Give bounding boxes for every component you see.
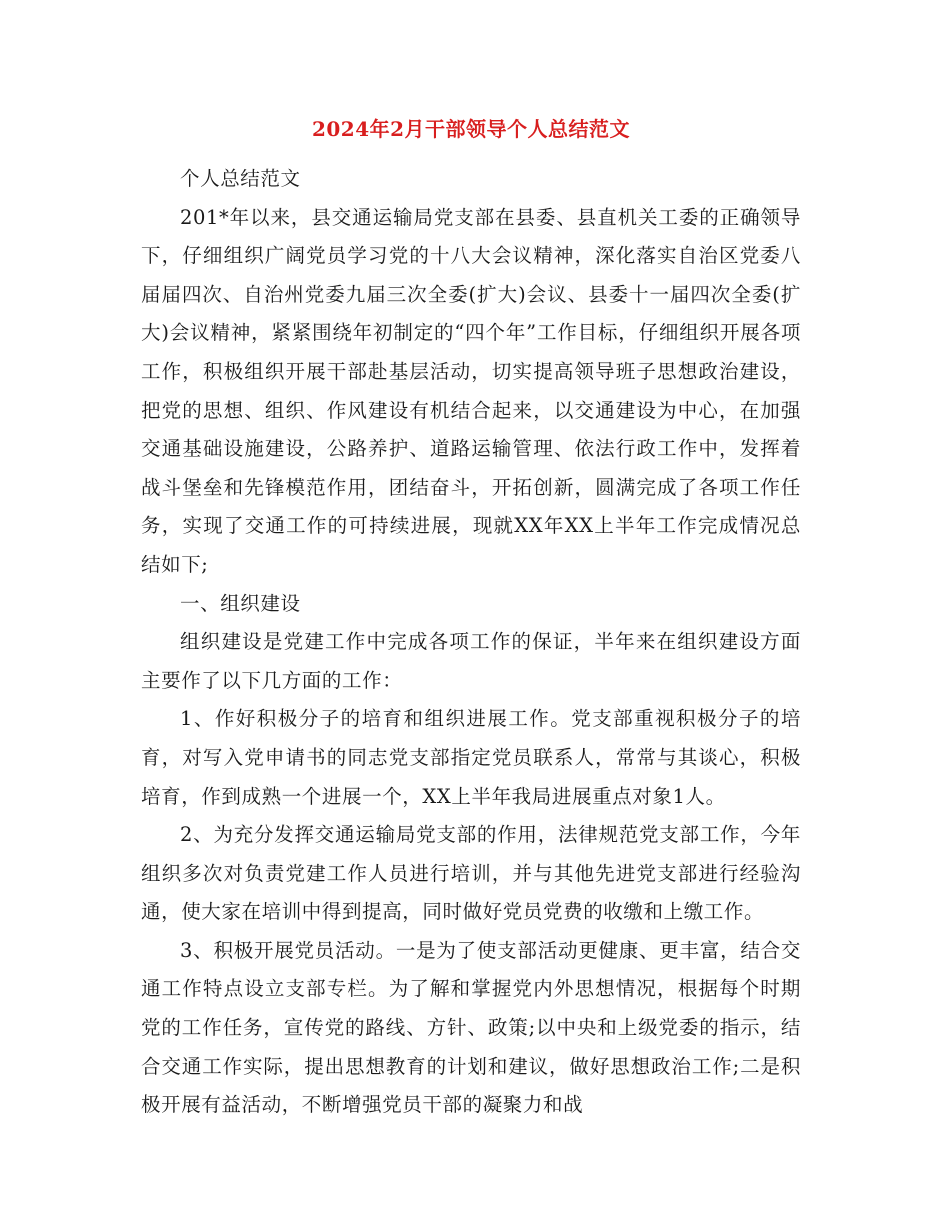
document-title: 2024年2月干部领导个人总结范文	[311, 117, 631, 141]
item-1-paragraph: 1、作好积极分子的培育和组织进展工作。党支部重视积极分子的培育，对写入党申请书的同志党支部指定党员联系人，常常与其谈心，积极培育，作到成熟一个进展一个，XX上半年我局进展重点对象1人。	[141, 707, 801, 808]
document-subtitle: 个人总结范文	[180, 167, 301, 190]
intro-paragraph: 201*年以来，县交通运输局党支部在县委、县直机关工委的正确领导下，仔细组织广阔党员学习党的十八大会议精神，深化落实自治区党委八届届四次、自治州党委九届三次全委(扩大)会议、县委十一届四次全委(扩大)会议精神，紧紧围绕年初制定的“四个年”工作目标，仔细组织开展各项工作，积极组织开展干部赴基层活动，切实提高领导班子思想政治建设，把党的思想、组织、作风建设有机结合起来，以交通建设为中心，在加强交通基础设施建设，公路养护、道路运输管理、依法行政工作中，发挥着战斗堡垒和先锋模范作用，团结奋斗，开拓创新，圆满完成了各项工作任务，实现了交通工作的可持续进展，现就XX年XX上半年工作完成情况总结如下;	[141, 205, 801, 576]
item-2-paragraph: 2、为充分发挥交通运输局党支部的作用，法律规范党支部工作，今年组织多次对负责党建工作人员进行培训，并与其他先进党支部进行经验沟通，使大家在培训中得到提高，同时做好党员党费的收缴和上缴工作。	[141, 823, 801, 924]
item-3-paragraph: 3、积极开展党员活动。一是为了使支部活动更健康、更丰富，结合交通工作特点设立支部专栏。为了解和掌握党内外思想情况，根据每个时期党的工作任务，宣传党的路线、方针、政策;以中央和上级党委的指示，结合交通工作实际，提出思想教育的计划和建议，做好思想政治工作;二是积极开展有益活动，不断增强党员干部的凝聚力和战	[141, 938, 801, 1117]
section-intro-paragraph: 组织建设是党建工作中完成各项工作的保证，半年来在组织建设方面主要作了以下几方面的工作：	[141, 630, 801, 692]
document-page	[141, 112, 801, 1125]
section-heading-organization: 一、组织建设	[180, 591, 301, 615]
